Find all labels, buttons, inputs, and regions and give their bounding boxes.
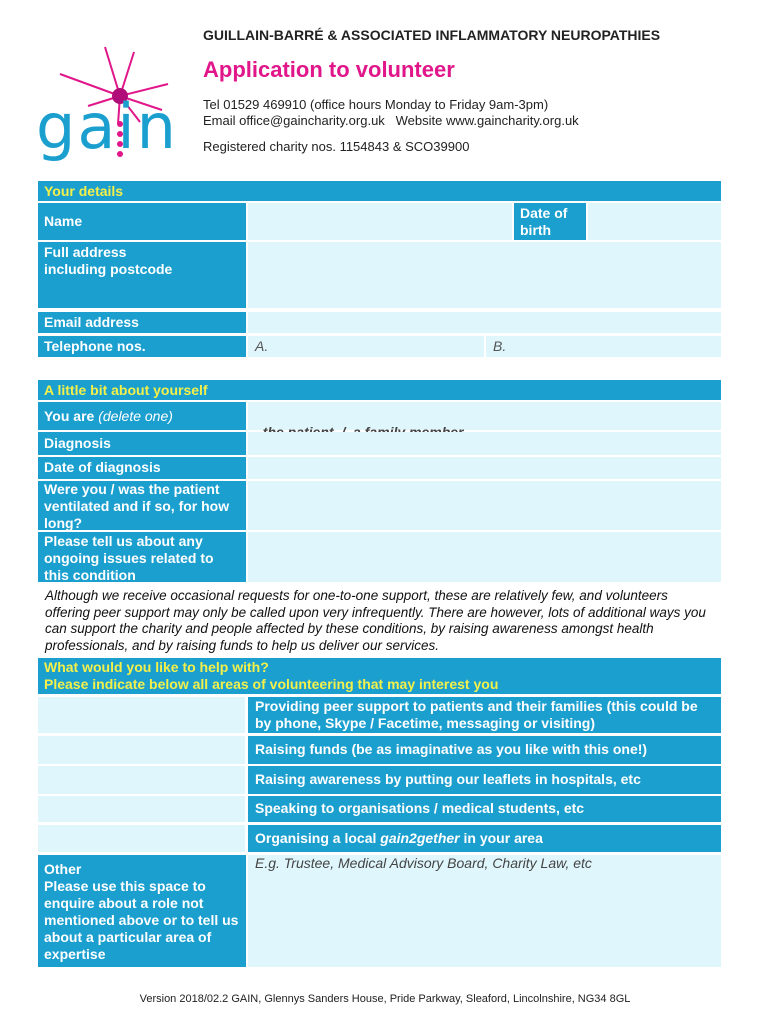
other-field[interactable] [248, 855, 721, 967]
ongoing-field[interactable] [248, 532, 721, 582]
option-3-label: Raising awareness by putting our leaflets in hospitals, etc [248, 766, 721, 794]
you-are-label [38, 402, 246, 430]
section-heading-your-details: Your details [38, 181, 721, 201]
you-are-text: You are [44, 408, 95, 424]
you-are-hint: (delete one) [98, 408, 173, 424]
option-1-checkbox[interactable] [38, 697, 245, 733]
other-title: Other [44, 861, 82, 877]
footer-text: Version 2018/02.2 GAIN, Glennys Sanders House, Pride Parkway, Sleaford, Lincolnshire, NG34 8GL [139, 993, 631, 1005]
date-diagnosis-field[interactable] [248, 457, 721, 479]
phone-a-label: A. [255, 338, 269, 354]
support-note: Although we receive occasional requests for one-to-one support, these are relatively few, and volunteers offering peer support may only be called upon very infrequently. There are however, lots of additional ways you can support the charity and people affected by these conditions, by raising awareness amongst health professionals, and by raising funds to help us deliver our services. [45, 588, 706, 653]
contact-email-web: Email office@gaincharity.org.uk Website www.gaincharity.org.uk [203, 113, 579, 128]
option-4-checkbox[interactable] [38, 796, 245, 822]
phone-a-field[interactable] [248, 336, 484, 357]
other-label [38, 855, 246, 967]
other-hint: E.g. Trustee, Medical Advisory Board, Charity Law, etc [255, 855, 592, 871]
option-2-label: Raising funds (be as imaginative as you like with this one!) [248, 736, 721, 764]
name-label-text: Name [44, 213, 83, 229]
name-field[interactable] [248, 203, 512, 240]
ventilated-label: Were you / was the patient ventilated and if so, for how long? [38, 481, 246, 530]
you-are-field[interactable] [248, 402, 721, 430]
ventilated-field[interactable] [248, 481, 721, 530]
email-label: Email address [38, 312, 246, 333]
diagnosis-field[interactable] [248, 432, 721, 455]
address-label: Full address including postcode [38, 242, 246, 308]
option-2-checkbox[interactable] [38, 736, 245, 764]
date-diagnosis-label: Date of diagnosis [38, 457, 246, 479]
phone-label: Telephone nos. [38, 336, 246, 357]
phone-b-label: B. [493, 338, 507, 354]
help-heading-2: Please indicate below all areas of volunteering that may interest you [44, 676, 499, 692]
page-title: Application to volunteer [203, 57, 455, 82]
option-5-em: gain2gether [380, 830, 460, 846]
option-5-label [248, 825, 721, 852]
charity-number: Registered charity nos. 1154843 & SCO39900 [203, 139, 470, 154]
other-text: Please use this space to enquire about a role not mentioned above or to tell us about a particular area of expertise [44, 878, 239, 962]
section-heading-about: A little bit about yourself [38, 380, 721, 400]
section-heading-help [38, 658, 721, 694]
phone-b-field[interactable] [486, 336, 721, 357]
address-field[interactable] [248, 242, 721, 308]
diagnosis-label: Diagnosis [38, 432, 246, 455]
option-5-pre: Organising a local [255, 830, 381, 846]
logo-text: gain [36, 90, 178, 163]
option-5-checkbox[interactable] [38, 825, 245, 852]
help-heading-1: What would you like to help with? [44, 659, 269, 675]
dob-label: Date of birth [514, 203, 586, 240]
option-3-checkbox[interactable] [38, 766, 245, 794]
option-1-label: Providing peer support to patients and their families (this could be by phone, Skype / Facetime, messaging or visiting) [248, 697, 721, 733]
org-name: GUILLAIN-BARRÉ & ASSOCIATED INFLAMMATORY NEUROPATHIES [203, 27, 661, 43]
email-field[interactable] [248, 312, 721, 333]
ongoing-label: Please tell us about any ongoing issues related to this condition [38, 532, 246, 582]
option-4-label: Speaking to organisations / medical students, etc [248, 796, 721, 822]
option-5-post: in your area [459, 830, 543, 846]
contact-tel: Tel 01529 469910 (office hours Monday to Friday 9am-3pm) [203, 97, 549, 112]
dob-field[interactable] [588, 203, 721, 240]
name-label [38, 203, 246, 240]
